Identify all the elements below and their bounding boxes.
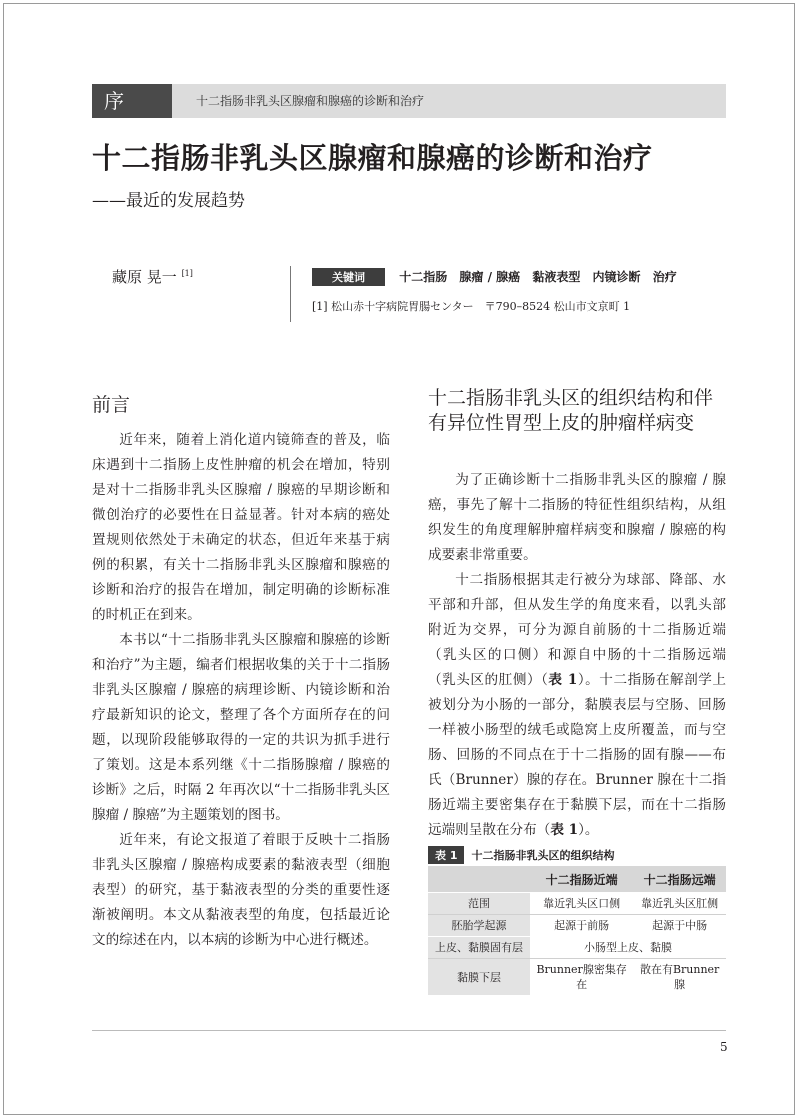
section-header-band [92, 84, 726, 118]
table-row [428, 959, 726, 996]
table-tag: 表 1 [428, 846, 464, 864]
table-row-header: 范围 [428, 893, 530, 915]
table-caption [428, 846, 614, 864]
keyword: 治疗 [652, 270, 677, 284]
table-row [428, 937, 726, 959]
table-row-header: 上皮、黏膜固有层 [428, 937, 530, 959]
left-column [92, 428, 390, 953]
table-cell: 靠近乳头区口侧 [530, 893, 633, 915]
article-subtitle: ——最近的发展趋势 [92, 191, 245, 211]
paragraph-text: ）。十二指肠在解剖学上被划分为小肠的一部分，黏膜表层与空肠、回肠一样被小肠型的绒毛或隐窝上皮所覆盖，而与空肠、回肠的不同点在于十二指肠的固有腺——布氏（Brunner）腺的存在。Brunner 腺在十二指肠近端主要密集存在于黏膜下层，而在十二指肠远端则呈散在分布（ [428, 672, 726, 838]
author-ref: [1] [181, 269, 193, 278]
paragraph: 近年来，有论文报道了着眼于反映十二指肠非乳头区腺瘤 / 腺癌构成要素的黏液表型（细胞表型）的研究，基于黏液表型的分类的重要性逐渐被阐明。本文从黏液表型的角度，包括最近论文的综述在内，以本病的诊断为中心进行概述。 [92, 832, 390, 948]
table-caption-text: 十二指肠非乳头区的组织结构 [471, 849, 615, 862]
paragraph: 为了正确诊断十二指肠非乳头区的腺瘤 / 腺癌，事先了解十二指肠的特征性组织结构，从组织发生的角度理解肿瘤样病变和腺瘤 / 腺癌的构成要素非常重要。 [428, 472, 726, 563]
paragraph: 近年来，随着上消化道内镜筛查的普及，临床遇到十二指肠上皮性肿瘤的机会在增加，特别是对十二指肠非乳头区腺瘤 / 腺癌的早期诊断和微创治疗的必要性在日益显著。针对本病的癌处置规则依然处于未确定的状态，但近年来基于病例的积累，有关十二指肠非乳头区腺瘤和腺癌的诊断和治疗的报告在增加，制定明确的诊断标准的时机正在到来。 [92, 432, 390, 623]
paragraph-text: ）。 [578, 822, 599, 838]
keyword: 十二指肠 [399, 270, 448, 284]
table-header-cell: 十二指肠远端 [633, 866, 726, 893]
table-cell: Brunner腺密集存在 [530, 959, 633, 996]
table-row [428, 893, 726, 915]
table-header-cell: 十二指肠近端 [530, 866, 633, 893]
keywords-row [312, 268, 685, 286]
table-reference: 表 1 [548, 672, 578, 688]
footer-rule [92, 1030, 726, 1031]
table-cell: 起源于前肠 [530, 915, 633, 937]
keyword: 内镜诊断 [592, 270, 641, 284]
table-cell: 起源于中肠 [633, 915, 726, 937]
author-line [112, 266, 193, 287]
article-title: 十二指肠非乳头区腺瘤和腺癌的诊断和治疗 [92, 141, 653, 175]
paragraph: 本书以“十二指肠非乳头区腺瘤和腺癌的诊断和治疗”为主题，编者们根据收集的关于十二指肠非乳头区腺瘤 / 腺癌的病理诊断、内镜诊断和治疗最新知识的论文，整理了各个方面所存在的问题，以现阶段能够取得的一定的共识为抓手进行了策划。这是本系列继《十二指肠腺瘤 / 腺癌的诊断》之后，时隔 2 年再次以“十二指肠非乳头区腺瘤 / 腺癌”为主题策划的图书。 [92, 632, 390, 823]
table-row-header: 胚胎学起源 [428, 915, 530, 937]
right-column [428, 468, 726, 843]
running-title: 十二指肠非乳头区腺瘤和腺癌的诊断和治疗 [196, 94, 425, 108]
paragraph [428, 568, 726, 843]
table-cell: 散在有Brunner腺 [633, 959, 726, 996]
keyword: 腺瘤 / 腺癌 [459, 270, 521, 284]
table-cell: 小肠型上皮、黏膜 [530, 937, 726, 959]
table-reference: 表 1 [550, 822, 579, 838]
keywords-label: 关键词 [312, 268, 385, 286]
table-row-header: 黏膜下层 [428, 959, 530, 996]
author-name: 藏原 晃一 [112, 268, 177, 286]
table-header-row [428, 866, 726, 893]
section-heading-histology: 十二指肠非乳头区的组织结构和伴有异位性胃型上皮的肿瘤样病变 [428, 387, 714, 434]
table-cell: 靠近乳头区肛侧 [633, 893, 726, 915]
section-tag: 序 [92, 84, 172, 118]
histology-table [428, 866, 726, 995]
table-header-cell [428, 866, 530, 893]
affiliation: [1] 松山赤十字病院胃腸センター 〒790–8524 松山市文京町 1 [312, 300, 631, 313]
paragraph-text: 十二指肠根据其走行被分为球部、降部、水平部和升部，但从发生学的角度来看，以乳头部附近为交界，可分为源自前肠的十二指肠近端（乳头区的口侧）和源自中肠的十二指肠远端（乳头区的肛侧）（ [428, 572, 726, 688]
section-heading-intro: 前言 [92, 394, 131, 416]
table-row [428, 915, 726, 937]
page-number: 5 [720, 1040, 728, 1054]
keyword: 黏液表型 [532, 270, 581, 284]
author-divider [290, 266, 291, 322]
